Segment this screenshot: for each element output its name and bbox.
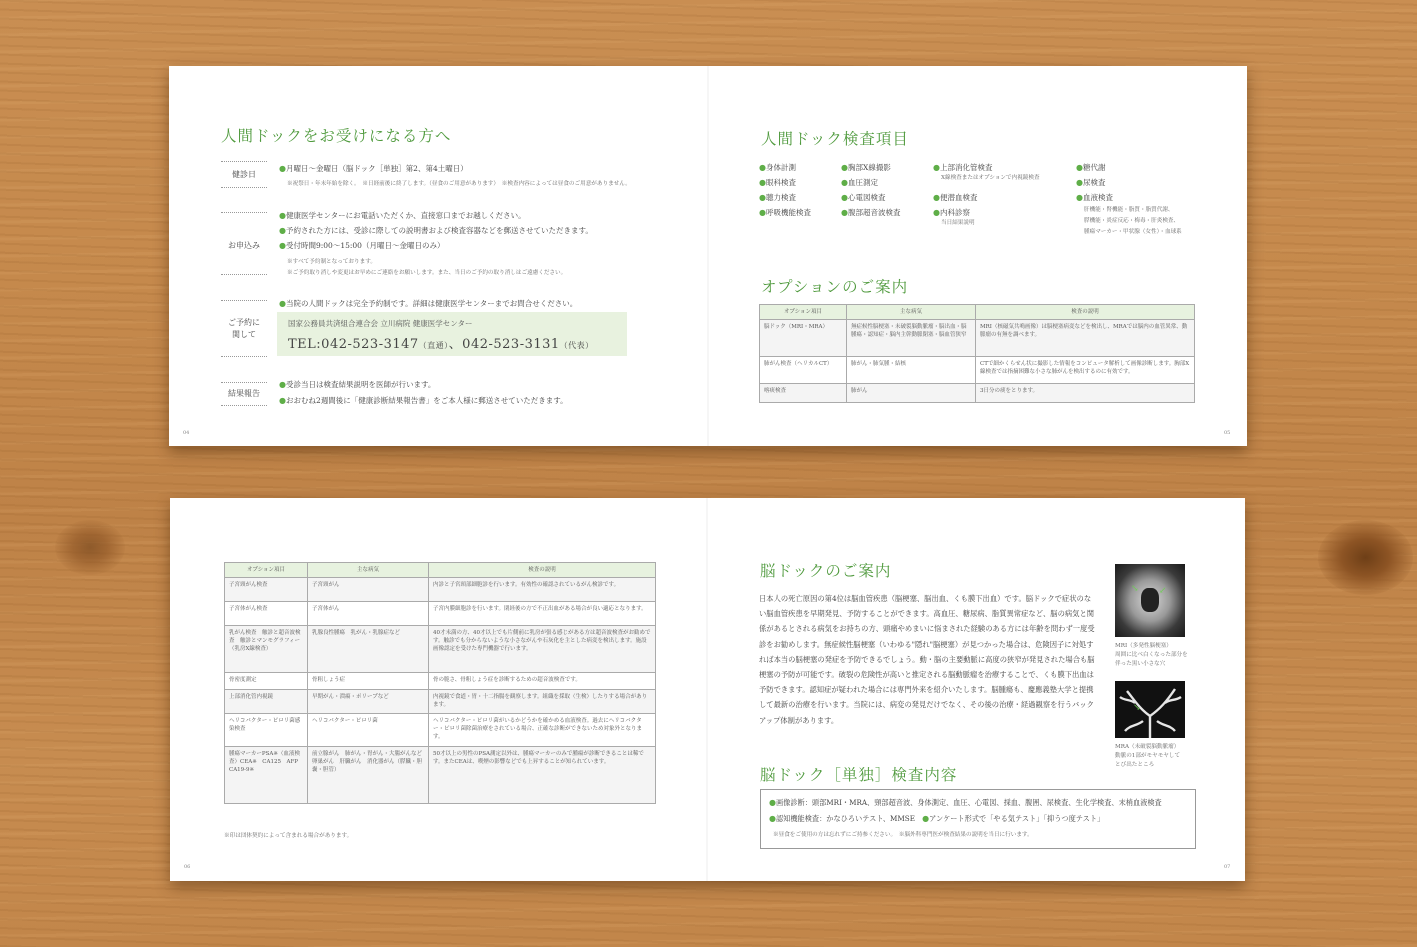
table-cell: 上部消化管内視鏡 <box>225 690 308 714</box>
table-header: 検査の説明 <box>429 563 656 578</box>
caption-line: とび出たところ <box>1115 762 1155 768</box>
table-cell: 無症候性脳梗塞・未破裂脳動脈瘤・脳出血・脳腫瘍・認知症・脳内主幹動脈閉塞・脳血管狭窄 <box>847 320 976 357</box>
section-label: 健診日 <box>232 170 256 179</box>
mra-caption <box>1115 743 1180 770</box>
brain-dock-body: 日本人の死亡原因の第4位は脳血管疾患（脳梗塞、脳出血、くも膜下出血）です。脳ドックで症状のない脳血管疾患を早期発見、予防することができます。高血圧、糖尿病、脂質異常症など、脳の病気と関係があるとされる病気をお持ちの方、頭痛やめまいに悩まされた経験のある方には年齢を問わず一度受診をお勧めします。無症候性脳梗塞（いわゆる"隠れ"脳梗塞）が見つかった場合は、危険因子に対処すれば本当の脳梗塞の発症を予防できるでしょう。動・脳の主要動脈に高度の狭窄が発見された場合も脳梗塞の予防が可能です。破裂の危険性が高いと推定される脳動脈瘤を治療することで、くも膜下出血は予防できます。認知症が疑われた場合には専門外来を紹介いたします。脳腫瘍も、慶應義塾大学と提携して最新の治療を行います。当院には、病変の発見だけでなく、その後の治療・経過観察を行うバックアップ体制があります。 <box>759 594 1095 725</box>
exam-items-col4 <box>1076 160 1182 238</box>
option-detail-table <box>224 562 656 804</box>
divider <box>221 300 267 301</box>
table-cell: 内視鏡で食道・胃・十二指腸を観察します。組織を採取（生検）したりする場合があります。 <box>429 690 656 714</box>
section-label: お申込み <box>228 241 260 250</box>
exam-item: ●眼科検査 <box>759 178 796 187</box>
mri-image <box>1115 564 1185 637</box>
exam-item: ●聴力検査 <box>759 193 796 202</box>
table-cell: 内診と子宮頸部細胞診を行います。有効性の確認されているがん検診です。 <box>429 578 656 602</box>
table-header: オプション項目 <box>760 305 847 320</box>
table-header: 検査の説明 <box>976 305 1195 320</box>
phone-number[interactable]: TEL:042-523-3147（直通）、042-523-3131（代表） <box>288 337 594 352</box>
table-header: 主な病気 <box>308 563 429 578</box>
divider <box>221 405 267 406</box>
exam-item-note: 当日結果説明 <box>941 220 975 226</box>
exam-items-col3 <box>933 160 1040 231</box>
table-cell: 肺がん検査（ヘリカルCT） <box>760 357 847 384</box>
brochure-spread-top <box>169 66 1247 446</box>
section-line: ●当院の人間ドックは完全予約制です。詳細は健康医学センターまでお問合せください。 <box>279 299 578 308</box>
table-cell: 乳がん検査 触診と超音波検査 触診とマンモグラフィー（乳房X線検査） <box>225 626 308 673</box>
exam-items-col2 <box>841 160 900 220</box>
caption-line: MRA（未破裂脳動脈瘤） <box>1115 744 1180 750</box>
caption-line: MRI（多発性脳梗塞） <box>1115 643 1172 649</box>
exam-item: ●尿検査 <box>1076 178 1106 187</box>
detail-note: ※昼食をご使用の方は忘れずにご持参ください。 ※脳外科専門医が検査結果の説明を当日に行います。 <box>773 832 1033 838</box>
table-cell: 肺がん・肺気腫・結核 <box>847 357 976 384</box>
exam-item-note: 腫瘍マーカー・甲状腺（女性）・血球系 <box>1084 229 1182 235</box>
detail-line: ●画像診断：頭部MRI・MRA、頸部超音波、身体測定、血圧、心電図、採血、腹囲、尿検査、生化学検査、末梢血液検査 <box>769 798 1162 807</box>
table-cell: ヘリコバクター・ピロリ菌がいるかどうかを確かめる血液検査。過去にヘリコバクター・ピロリ菌除菌治療をされている場合、正確な診断ができないため対象外となります。 <box>429 714 656 747</box>
center-fold <box>707 66 709 446</box>
table-cell: CTで細かくらせん状に撮影した情報をコンピュータ解析して画像診断します。胸部X線検査では指摘困難な小さな肺がんを検出するのに有効です。 <box>976 357 1195 384</box>
table-header: オプション項目 <box>225 563 308 578</box>
exam-item: ●呼吸機能検査 <box>759 208 811 217</box>
brain-detail-title: 脳ドック［単独］検査内容 <box>760 766 958 784</box>
exam-item: ●身体計測 <box>759 163 796 172</box>
table-cell: 脳ドック（MRI・MRA） <box>760 320 847 357</box>
table-cell: 乳腺良性腫瘍 乳がん・乳腺症など <box>308 626 429 673</box>
caption-line: 周囲に比べ白くなった部分を <box>1115 652 1188 658</box>
exam-item: ●血液検査 <box>1076 193 1113 202</box>
exam-items-col1 <box>759 160 811 220</box>
table-row <box>760 320 1195 357</box>
section-note: ※ご予約取り消しや変更はお早めにご連絡をお願いします。また、当日のご予約の取り消しはご遠慮ください。 <box>287 270 567 276</box>
table-cell: 肺がん <box>847 384 976 403</box>
arrow-icon: ↙ <box>1159 586 1167 596</box>
left-page-title: 人間ドックをお受けになる方へ <box>221 127 452 145</box>
mri-ventricle <box>1141 588 1159 612</box>
detail-line: ●認知機能検査：かなひろいテスト、MMSE ●アンケート形式で「やる気テスト」「抑うつ度テスト」 <box>769 814 1105 823</box>
arrow-icon: ↘ <box>1133 703 1141 713</box>
page-number: 06 <box>184 864 191 870</box>
table-cell: 50才以上の男性のPSA測定以外は、腫瘍マーカーのみで腫瘍が診断できることは稀です。またCEAは、喫煙の影響などでも上昇することが知られています。 <box>429 747 656 804</box>
exam-item: ●心電図検査 <box>841 193 886 202</box>
table-cell: 子宮頸がん検査 <box>225 578 308 602</box>
table-cell: 子宮体がん <box>308 602 429 626</box>
brochure-spread-bottom <box>170 498 1245 881</box>
exam-item: ●腹部超音波検査 <box>841 208 901 217</box>
table-cell: 子宮頸がん <box>308 578 429 602</box>
table-row <box>225 690 656 714</box>
arrow-icon: ↘ <box>1131 584 1139 594</box>
page-number: 05 <box>1224 430 1231 436</box>
exam-item-note: X線検査またはオプションで内視鏡検査 <box>941 175 1040 181</box>
table-row <box>225 602 656 626</box>
mri-caption <box>1115 642 1188 669</box>
table-header: 主な病気 <box>847 305 976 320</box>
section-line: ●健康医学センターにお電話いただくか、直接窓口までお越しください。 <box>279 211 526 220</box>
section-line: ●おおむね2週間後に「健康診断結果報告書」をご本人様に郵送させていただきます。 <box>279 396 568 405</box>
table-cell: 骨粗しょう症 <box>308 673 429 690</box>
wood-knot <box>1318 520 1413 595</box>
table-cell: ヘリコバクター・ピロリ菌感染検査 <box>225 714 308 747</box>
section-label: 結果報告 <box>228 389 260 398</box>
contact-box <box>277 312 627 356</box>
table-cell: 喀痰検査 <box>760 384 847 403</box>
divider <box>221 356 267 357</box>
exam-item: ●胸部X線撮影 <box>841 163 891 172</box>
table-cell: 前立腺がん 肺がん・胃がん・大腸がんなど 卵巣がん 肝臓がん 消化器がん（膵臓・胆嚢・胆管） <box>308 747 429 804</box>
wood-knot <box>55 520 125 575</box>
table-cell: 骨密度測定 <box>225 673 308 690</box>
table-row <box>760 357 1195 384</box>
table-cell: 子宮内膜細胞診を行います。閉経後の方で不正出血がある場合が良い適応となります。 <box>429 602 656 626</box>
exam-item: ●内科診察 <box>933 208 970 217</box>
caption-line: 動脈の1部がモヤモヤして <box>1115 753 1181 759</box>
section-line: ●月曜日～金曜日（脳ドック［単独］第2、第4土曜日） <box>279 164 468 173</box>
table-cell: 子宮体がん検査 <box>225 602 308 626</box>
section-line: ●受付時間9:00～15:00（月曜日～金曜日のみ） <box>279 241 445 250</box>
exam-item: ●上部消化管検査 <box>933 163 993 172</box>
exam-item: ●血圧測定 <box>841 178 878 187</box>
table-row <box>760 384 1195 403</box>
table-cell: ヘリコバクター・ピロリ菌 <box>308 714 429 747</box>
table-cell: 40才未満の方、40才以上でも片側前に乳房が張る感じがある方は超音波検査がお勧めです。触診でも分からないような小さながんや石灰化を主とした病変を検出します。施設画像認定を受けた専門機器で行います。 <box>429 626 656 673</box>
exam-item-note: 肝機能・腎機能・脂質・脂質代謝、 <box>1084 207 1174 213</box>
table-cell: 腫瘍マーカーPSA※（血液検査）CEA※ CA125 AFP CA19-9※ <box>225 747 308 804</box>
table-row <box>225 578 656 602</box>
section-line: ●予約された方には、受診に際しての説明書および検査容器などを郵送させていただきます。 <box>279 226 593 235</box>
center-fold <box>706 498 708 881</box>
table-row <box>225 714 656 747</box>
mra-image <box>1115 681 1185 738</box>
table-cell: 3日分の痰をとります。 <box>976 384 1195 403</box>
page-number: 07 <box>1224 864 1231 870</box>
divider <box>221 161 267 162</box>
vessel-graphic <box>1115 681 1185 738</box>
divider <box>221 187 267 188</box>
section-label: ご予約に 関して <box>228 318 260 339</box>
section-line: ●受診当日は検査結果説明を医師が行います。 <box>279 380 436 389</box>
exam-item: ●糖代謝 <box>1076 163 1106 172</box>
page-number: 04 <box>183 430 190 436</box>
table-row <box>225 626 656 673</box>
org-name: 国家公務員共済組合連合会 立川病院 健康医学センター <box>288 319 473 328</box>
divider <box>221 212 267 213</box>
table-cell: 骨の脆さ、骨粗しょう症を診断するための超音波検査です。 <box>429 673 656 690</box>
section-note: ※すべて予約制となっております。 <box>287 259 376 265</box>
brain-detail-box <box>760 789 1196 849</box>
table-cell: 早期がん・潰瘍・ポリープなど <box>308 690 429 714</box>
exam-items-title: 人間ドック検査項目 <box>761 130 909 148</box>
exam-item: ●便潜血検査 <box>933 193 978 202</box>
option-table <box>759 304 1195 403</box>
section-note: ※祝祭日・年末年始を除く。 ※日経前後に終了します。（昼食のご用意があります） ※検査内容によっては昼食のご用意がありません。 <box>287 181 631 187</box>
table-cell: MRI（核磁気共鳴画像）は脳梗塞病変などを検出し、MRAでは脳内の血管異常、動脈瘤の有無を調べます。 <box>976 320 1195 357</box>
caption-line: 伴った黒い小さな穴 <box>1115 661 1166 667</box>
option-title: オプションのご案内 <box>761 278 909 296</box>
table-row <box>225 747 656 804</box>
divider <box>221 274 267 275</box>
brain-dock-title: 脳ドックのご案内 <box>760 562 892 580</box>
divider <box>221 382 267 383</box>
table-row <box>225 673 656 690</box>
table-footnote: ※印は団体契約によって含まれる場合があります。 <box>224 833 353 839</box>
exam-item-note: 膵機能・炎症反応・梅毒・肝炎検査、 <box>1084 218 1180 224</box>
